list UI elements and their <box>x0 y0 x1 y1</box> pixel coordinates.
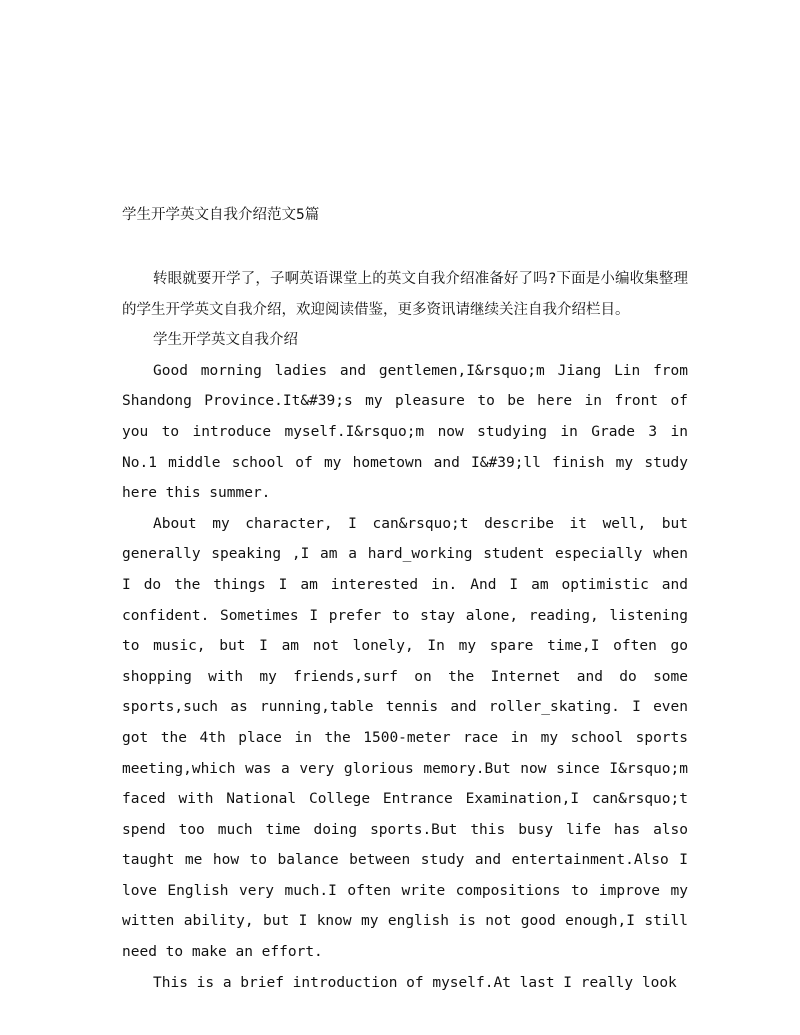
intro-paragraph: 转眼就要开学了，子啊英语课堂上的英文自我介绍准备好了吗?下面是小编收集整理的学生开学英文自我介绍，欢迎阅读借鉴，更多资讯请继续关注自我介绍栏目。 <box>122 271 688 318</box>
character-paragraph: About my character, I can&rsquo;t describe it well, but generally speaking ,I am a hard_working student especially when I do the things I am interested in. And I am optimistic and confident. Sometimes I prefer to stay alone, reading, listening to music, but I am not lonely, In my spare time,I often go shopping with my friends,surf on the Internet and do some sports,such as running,table tennis and roller_skating. I even got the 4th place in the 1500-meter race in my school sports meeting,which was a very glorious memory.But now since I&rsquo;m faced with National College Entrance Examination,I can&rsquo;t spend too much time doing sports.But this busy life has also taught me how to balance between study and entertainment.Also I love English very much.I often write compositions to improve my witten ability, but I know my english is not good enough,I still need to make an effort. <box>122 515 688 961</box>
closing-paragraph: This is a brief introduction of myself.At last I really look <box>153 974 677 991</box>
document-body <box>122 264 688 998</box>
greeting-paragraph: Good morning ladies and gentlemen,I&rsquo;m Jiang Lin from Shandong Province.It&#39;s my pleasure to be here in front of you to introduce myself.I&rsquo;m now studying in Grade 3 in No.1 middle school of my hometown and I&#39;ll finish my study here this summer. <box>122 362 688 502</box>
section-heading: 学生开学英文自我介绍 <box>153 332 298 349</box>
document-title: 学生开学英文自我介绍范文5篇 <box>122 207 320 223</box>
